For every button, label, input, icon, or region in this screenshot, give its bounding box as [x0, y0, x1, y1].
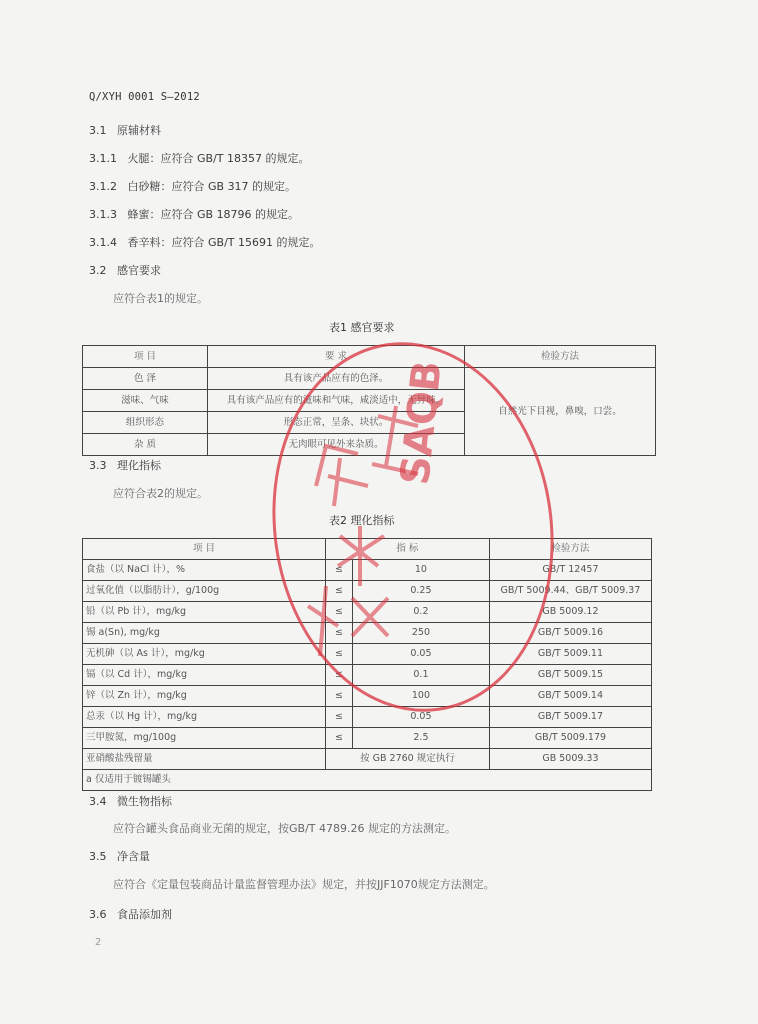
table2-value: 0.2: [353, 602, 490, 623]
section-3-1: 3.1 原辅材料: [89, 124, 161, 137]
page-number: 2: [95, 937, 102, 948]
paragraph-3-5: 应符合《定量包装商品计量监督管理办法》规定，并按JJF1070规定方法测定。: [113, 878, 495, 891]
section-3-6: 3.6 食品添加剂: [89, 908, 172, 921]
table-row: [83, 623, 652, 644]
table2-header-method: 检验方法: [489, 539, 651, 560]
table-row: [83, 749, 652, 770]
table2-method: GB/T 5009.11: [489, 644, 651, 665]
table2-value: 0.25: [353, 581, 490, 602]
table-row: [83, 644, 652, 665]
table2-header-item: 项 目: [83, 539, 326, 560]
table-row: [83, 728, 652, 749]
table2-item: 亚硝酸盐残留量: [83, 749, 326, 770]
table2-method: GB/T 5009.44、GB/T 5009.37: [489, 581, 651, 602]
section-3-1-2: 3.1.2 白砂糖：应符合 GB 317 的规定。: [89, 180, 297, 193]
table2-operator: ≤: [326, 707, 353, 728]
table-row: [83, 581, 652, 602]
table2-item: 无机砷（以 As 计），mg/kg: [83, 644, 326, 665]
table2-value: 0.1: [353, 665, 490, 686]
table1-requirement: 无肉眼可见外来杂质。: [208, 434, 465, 456]
table2-item: 过氧化值（以脂肪计），g/100g: [83, 581, 326, 602]
table2-operator: ≤: [326, 665, 353, 686]
section-3-1-4: 3.1.4 香辛料：应符合 GB/T 15691 的规定。: [89, 236, 321, 249]
table-row: [83, 602, 652, 623]
table1-header-method: 检验方法: [465, 346, 656, 368]
table1-item: 杂 质: [83, 434, 208, 456]
table1-item: 色 泽: [83, 368, 208, 390]
table2-header-index: 指 标: [326, 539, 490, 560]
table2-value: 10: [353, 560, 490, 581]
table2-item: 镉（以 Cd 计），mg/kg: [83, 665, 326, 686]
table2-operator: ≤: [326, 602, 353, 623]
table2-method: GB 5009.33: [489, 749, 651, 770]
table2-method: GB/T 5009.14: [489, 686, 651, 707]
table2-item: 食盐（以 NaCl 计），%: [83, 560, 326, 581]
table1-item: 组织形态: [83, 412, 208, 434]
table2-operator: ≤: [326, 686, 353, 707]
table1-requirement: 形态正常，呈条、块状。: [208, 412, 465, 434]
table2-item: 铅（以 Pb 计），mg/kg: [83, 602, 326, 623]
table-row: [83, 560, 652, 581]
table1-requirement: 具有该产品应有的滋味和气味，咸淡适中，无异味。: [208, 390, 465, 412]
paragraph-3-3: 应符合表2的规定。: [113, 487, 208, 500]
table2-operator: ≤: [326, 728, 353, 749]
table2-operator: ≤: [326, 581, 353, 602]
table1-requirement: 具有该产品应有的色泽。: [208, 368, 465, 390]
table2-caption: 表2 理化指标: [329, 514, 395, 527]
section-3-1-3: 3.1.3 蜂蜜：应符合 GB 18796 的规定。: [89, 208, 300, 221]
table-row: [83, 665, 652, 686]
table2-value: 100: [353, 686, 490, 707]
table1-header-requirement: 要 求: [208, 346, 465, 368]
table2-method: GB 5009.12: [489, 602, 651, 623]
table1-caption: 表1 感官要求: [329, 321, 395, 334]
table2-method: GB/T 5009.17: [489, 707, 651, 728]
table2-method: GB/T 5009.15: [489, 665, 651, 686]
paragraph-3-4: 应符合罐头食品商业无菌的规定，按GB/T 4789.26 规定的方法测定。: [113, 822, 456, 835]
table2-value: 0.05: [353, 707, 490, 728]
table2-value: 2.5: [353, 728, 490, 749]
table1-method: 自然光下目视，鼻嗅，口尝。: [465, 368, 656, 456]
section-3-2: 3.2 感官要求: [89, 264, 161, 277]
table2-item: 锡 a(Sn), mg/kg: [83, 623, 326, 644]
paragraph-3-2: 应符合表1的规定。: [113, 292, 208, 305]
table-row: [83, 686, 652, 707]
table2-method: GB/T 12457: [489, 560, 651, 581]
table2-operator: ≤: [326, 644, 353, 665]
document-code: Q/XYH 0001 S—2012: [89, 91, 200, 103]
table2-operator: ≤: [326, 560, 353, 581]
table2-value: 0.05: [353, 644, 490, 665]
section-3-5: 3.5 净含量: [89, 850, 150, 863]
table-row: [83, 707, 652, 728]
table2-value: 按 GB 2760 规定执行: [326, 749, 490, 770]
table2-item: 三甲胺氮，mg/100g: [83, 728, 326, 749]
table2-item: 锌（以 Zn 计），mg/kg: [83, 686, 326, 707]
table2-method: GB/T 5009.179: [489, 728, 651, 749]
table2-value: 250: [353, 623, 490, 644]
section-3-4: 3.4 微生物指标: [89, 795, 172, 808]
table2-footnote: a 仅适用于镀锡罐头: [83, 770, 652, 791]
table-row: [83, 368, 656, 390]
table2-operator: ≤: [326, 623, 353, 644]
physicochemical-table: [82, 538, 652, 791]
table1-header-item: 项 目: [83, 346, 208, 368]
section-3-3: 3.3 理化指标: [89, 459, 161, 472]
table1-item: 滋味、气味: [83, 390, 208, 412]
table2-item: 总汞（以 Hg 计），mg/kg: [83, 707, 326, 728]
table2-method: GB/T 5009.16: [489, 623, 651, 644]
stamp-text: SAQB: [392, 358, 451, 488]
sensory-table: [82, 345, 656, 456]
section-3-1-1: 3.1.1 火腿：应符合 GB/T 18357 的规定。: [89, 152, 310, 165]
